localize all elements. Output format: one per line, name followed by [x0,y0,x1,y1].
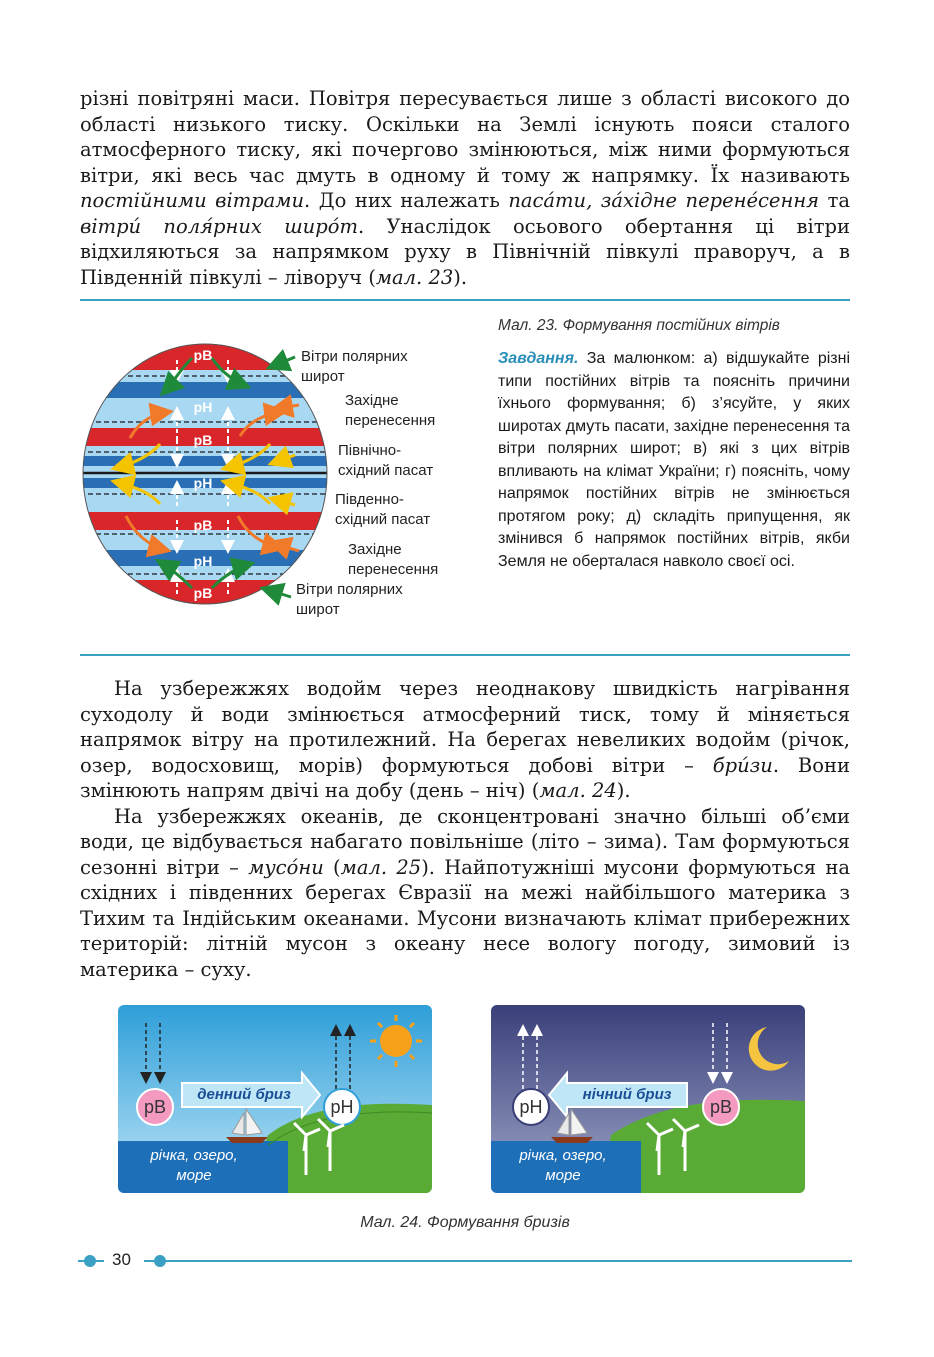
day-breeze-label: денний бриз [197,1086,291,1103]
divider-top [80,299,850,301]
low-pressure-label: рН [519,1097,543,1117]
zone-label: рВ [193,347,213,363]
moon-icon [749,1027,789,1071]
term-constant-winds: постійними вітрами [80,189,305,212]
page-number: 30 [112,1250,131,1269]
legend-westerlies-south: Західне перенесення [348,541,439,578]
zone-label: рВ [193,517,213,533]
term-monsoons: мусо́ни [248,855,324,879]
zone-label: рН [193,475,213,491]
term-polar-winds: вітри́ поля́рних широ́т [80,214,358,238]
figure23-side [498,316,850,573]
page-footer-ornament [78,1250,852,1272]
high-pressure-label: рВ [143,1097,167,1117]
legend-polar-winds-south: Вітри полярних широт [296,581,403,618]
zone-label: рН [193,399,213,415]
term-breezes: бри́зи [712,753,773,777]
sun-icon [370,1015,422,1067]
night-breeze-panel [491,1005,805,1193]
figure-ref-25: мал. 25 [340,855,422,879]
divider-bottom [80,654,850,656]
low-pressure-label: рН [330,1097,354,1117]
legend-westerlies-north: Західне перенесення [345,392,436,429]
day-breeze-panel [118,1005,432,1193]
figure-ref-23: мал. 23 [375,265,454,289]
high-pressure-label: рВ [709,1097,733,1117]
zone-label: рН [193,553,213,569]
figure24-caption: Мал. 24. Формування бризів [360,1214,570,1231]
night-breeze-label: нічний бриз [582,1086,672,1103]
zone-label: рВ [193,432,213,448]
term-trade-winds: паса́ти, за́хідне перене́сення [508,189,820,212]
water-label: річка, озеро, море [150,1147,238,1184]
water-label: річка, озеро, море [519,1147,607,1184]
task-block [498,348,850,573]
figure23-caption: Мал. 23. Формування постійних вітрів [498,317,780,334]
legend-ne-trade: Північно- східний пасат [338,442,434,479]
task-label: Завдання. [498,350,579,367]
zone-label: рВ [193,585,213,601]
sailboat-icon [226,1109,268,1143]
breeze-monsoon-text: На узбережжях водойм через неоднакову швидкість нагрівання суходолу й води змінюється атмосферний тиск, тому й міняється напрямок вітру на протилежний. На берегах невеликих водойм (річок, озер, водосховищ, морів) формуються добові вітри – бри́зи. Вони змінюють напрям двічі на добу (день – ніч) (мал. 24). На узбережжях океанів, де сконцентровані значно більші об’єми води, це відбувається набагато повільніше (літо – зима). Там формуються сезонні вітри – мусо́ни (мал. 25). Найпотужніші мусони формуються на східних і південних берегах Євразії на межі найбільшого материка з Тихим та Індійським океанами. Мусони визначають клімат прибережних територій: літній мусон з океану несе вологу погоду, зимовий із материка – суху. [80,677,850,981]
task-text: За малюнком: а) відшукайте різні типи постійних вітрів та поясніть причини їхнього формування; б) з’ясуйте, у яких широтах дмуть пасати, західне перенесення та вітри полярних широт; в) які з цих вітрів впливають на клімат України; г) поясніть, чому напрямок постійних вітрів не змінюється протягом року; д) складіть припущення, як змінився б напрямок постійних вітрів, якби Земля не оберталася навколо своєї осі. [498,350,850,570]
legend-polar-winds-north: Вітри полярних широт [301,348,408,385]
intro-paragraph: різні повітряні маси. Повітря пересувається лише з області високого до області низького тиску. Оскільки на Землі існують пояси сталого атмосферного тиску, які почергово змінюються, між ними формуються вітри, які весь час дмуть в одному й тому ж напрямку. Їх називають постійними вітрами. До них належать паса́ти, за́хідне перене́сення та вітри́ поля́рних широ́т. Унаслідок осьового обертання ці вітри відхиляються за напрямком руху в Північній півкулі праворуч, а в Південній півкулі – ліворуч (мал. 23). [80,87,850,289]
legend-se-trade: Південно- східний пасат [335,491,431,528]
figure-ref-24: мал. 24 [539,779,617,802]
